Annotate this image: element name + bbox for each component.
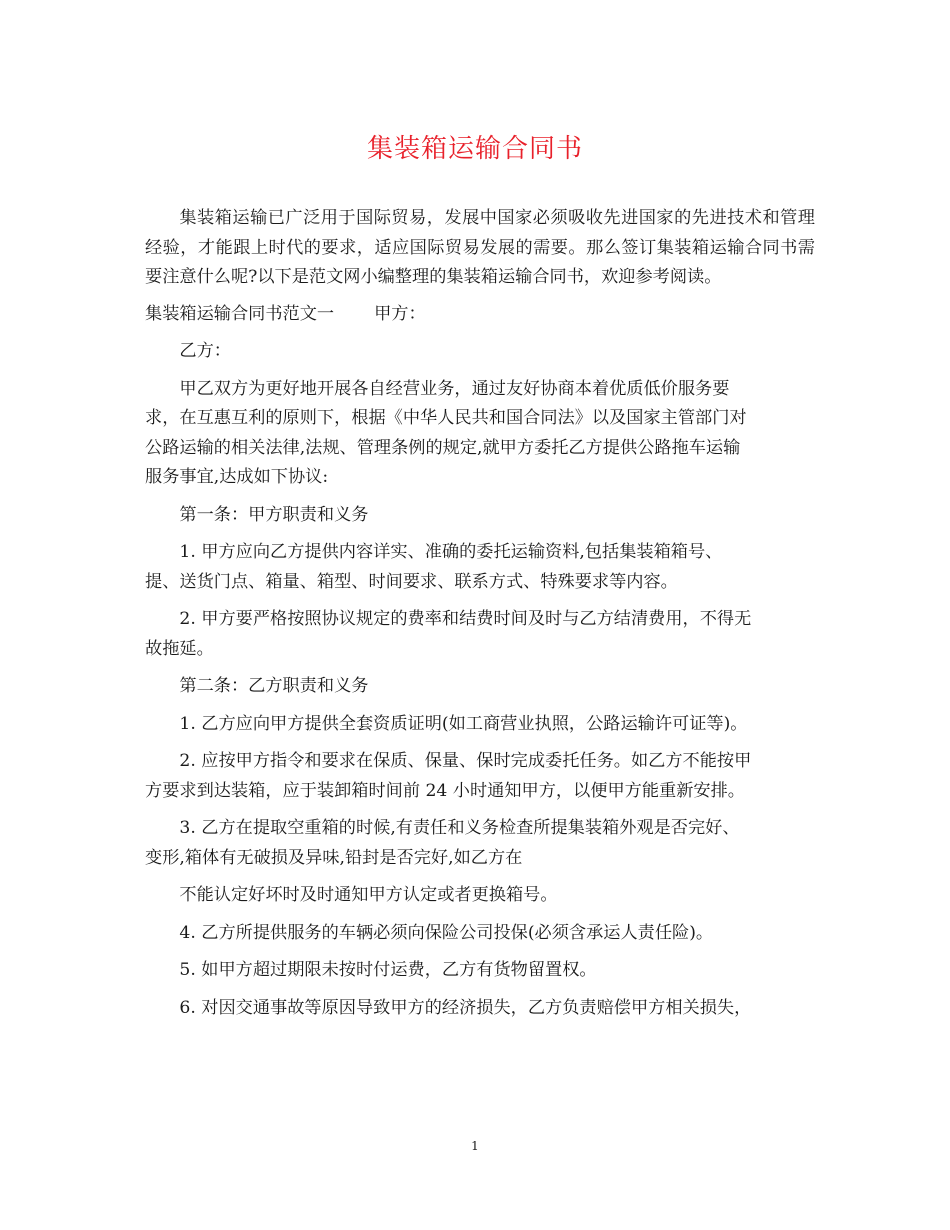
party-a-label: 甲方： — [374, 303, 426, 324]
intro-line: 考阅读。 — [652, 267, 722, 287]
article2-item: 5. 如甲方超过期限未按时付运费，乙方有货物留置权。 — [179, 960, 597, 980]
article2-item-line: 2. 应按甲方指令和要求在保质、保量、保时完成委托任务。如乙方不能按甲 — [179, 751, 752, 771]
preamble-line: 公路运输的相关法律,法规、管理条例的规定,就甲方委托乙方提供公路拖车运输 — [145, 437, 741, 458]
article2-item: 4. 乙方所提供服务的车辆必须向保险公司投保(必须含承运人责任险)。 — [179, 922, 714, 943]
document-title: 集装箱运输合同书 — [366, 134, 583, 164]
article1-heading: 第一条：甲方职责和义务 — [179, 504, 369, 525]
article2-heading: 第二条：乙方职责和义务 — [179, 676, 369, 696]
preamble-line: 求，在互惠互利的原则下，根据《中华人民共和国合同法》以及国家主管部门对 — [145, 408, 747, 428]
sample-heading: 集装箱运输合同书范文一 — [145, 303, 335, 324]
article2-item-line: 变形,箱体有无破损及异味,铅封是否完好,如乙方在 — [145, 847, 523, 868]
article2-item — [145, 747, 815, 806]
article1-item-line: 1. 甲方应向乙方提供内容详实、准确的委托运输资料,包括集装箱箱号、 — [179, 542, 723, 562]
article2-item-line: 方要求到达装箱，应于装卸箱时间前 24 小时通知甲方，以便甲方能重新安排。 — [145, 780, 745, 801]
article1-item-line: 提、送货门点、箱量、箱型、时间要求、联系方式、特殊要求等内容。 — [145, 571, 678, 592]
intro-line: 集装箱运输已广泛用于国际贸易，发展中国家必须吸收先进国家的先进技术 — [179, 208, 763, 228]
article1-item — [145, 538, 815, 597]
preamble-line: 服务事宜,达成如下协议: — [145, 467, 329, 487]
article2-item-line: 3. 乙方在提取空重箱的时候,有责任和义务检查所提集装箱外观是否完好、 — [179, 818, 740, 838]
article1-item-line: 故拖延。 — [145, 638, 214, 659]
article2-item — [145, 814, 815, 873]
document-body — [145, 204, 815, 1031]
article2-item: 6. 对因交通事故等原因导致甲方的经济损失，乙方负责赔偿甲方相关损失， — [179, 997, 752, 1018]
article2-item: 1. 乙方应向甲方提供全套资质证明(如工商营业执照，公路运输许可证等)。 — [179, 713, 748, 734]
article2-continuation: 不能认定好坏时及时通知甲方认定或者更换箱号。 — [179, 885, 558, 905]
intro-line: 运输合同书需要注意什么呢?以下是范文网小编整理的集装箱运输合同书，欢迎参 — [145, 237, 815, 287]
preamble-line: 甲乙双方为更好地开展各自经营业务，通过友好协商本着优质低价服务要 — [179, 378, 730, 399]
article1-item-line: 2. 甲方要严格按照协议规定的费率和结费时间及时与乙方结清费用，不得无 — [179, 609, 752, 629]
page-number: 1 — [471, 1139, 479, 1153]
intro-paragraph — [145, 204, 815, 293]
sample-heading-line — [145, 300, 815, 330]
intro-line: 和管理经验，才能跟上时代的要求，适应国际贸易发展的需要。那么签订集装箱 — [145, 208, 815, 258]
party-b-label: 乙方： — [179, 341, 231, 361]
article1-item — [145, 605, 815, 664]
preamble-paragraph — [145, 375, 815, 493]
